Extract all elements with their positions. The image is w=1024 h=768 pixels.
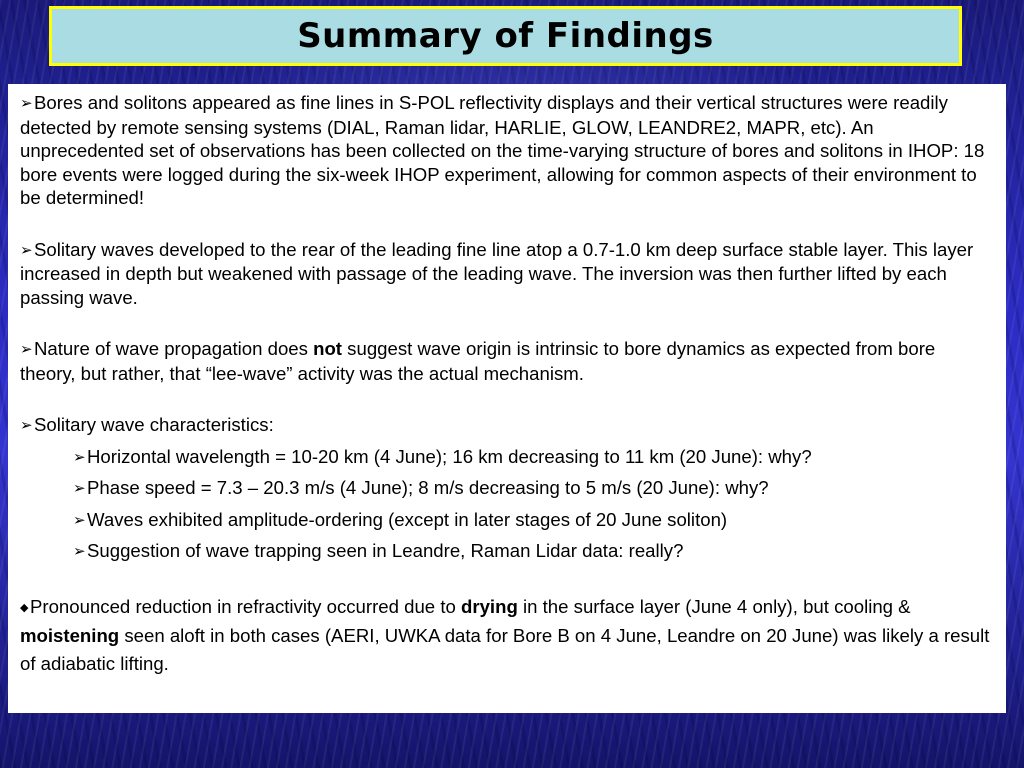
slide-title: Summary of Findings xyxy=(297,16,714,56)
sub-bullet-text-3: Waves exhibited amplitude-ordering (except in later stages of 20 June soliton) xyxy=(87,508,728,530)
sub-bullet-4 xyxy=(73,539,994,564)
title-banner xyxy=(49,6,962,66)
arrow-bullet-icon: ➢ xyxy=(20,341,33,358)
finding-text-5c: seen aloft in both cases (AERI, UWKA data for Bore B on 4 June, Leandre on 20 June) was likely a result of adiabatic lifting. xyxy=(20,625,990,674)
finding-text-3b: suggest wave origin is intrinsic to bore dynamics as expected from bore theory, but rather, that “lee-wave” activity was the actual mechanism. xyxy=(20,338,936,384)
content-panel xyxy=(8,84,1006,713)
finding-paragraph-1 xyxy=(20,91,994,210)
finding-text-4: Solitary wave characteristics: xyxy=(34,414,274,435)
sub-bullet-text-4: Suggestion of wave trapping seen in Leandre, Raman Lidar data: really? xyxy=(87,540,684,561)
arrow-bullet-icon: ➢ xyxy=(73,543,86,560)
sub-bullet-1 xyxy=(73,445,994,470)
finding-paragraph-4 xyxy=(20,413,994,438)
finding-text-2: Solitary waves developed to the rear of the leading fine line atop a 0.7-1.0 km deep surface stable layer. This layer increased in depth but weakened with passage of the leading wave. The inversion was then further lifted by each passing wave. xyxy=(20,238,974,308)
finding-paragraph-2 xyxy=(20,238,994,310)
sub-bullet-3 xyxy=(73,508,994,533)
diamond-bullet-icon: ◆ xyxy=(20,601,29,614)
emphasis-not: not xyxy=(313,338,343,359)
emphasis-moistening: moistening xyxy=(20,625,120,646)
arrow-bullet-icon: ➢ xyxy=(20,241,33,259)
arrow-bullet-icon: ➢ xyxy=(73,480,86,497)
finding-text-5a: Pronounced reduction in refractivity occurred due to xyxy=(30,595,461,617)
sub-bullet-text-1: Horizontal wavelength = 10-20 km (4 June); 16 km decreasing to 11 km (20 June): why? xyxy=(87,445,812,467)
sub-bullet-2 xyxy=(73,476,994,501)
emphasis-drying: drying xyxy=(461,595,518,617)
arrow-bullet-icon: ➢ xyxy=(20,95,33,112)
sub-bullet-text-2: Phase speed = 7.3 – 20.3 m/s (4 June); 8 m/s decreasing to 5 m/s (20 June): why? xyxy=(87,477,769,498)
arrow-bullet-icon: ➢ xyxy=(73,511,86,529)
finding-text-5b: in the surface layer (June 4 only), but cooling & xyxy=(517,595,911,617)
finding-paragraph-5 xyxy=(20,593,994,678)
arrow-bullet-icon: ➢ xyxy=(20,417,33,434)
finding-text-1: Bores and solitons appeared as fine lines in S-POL reflectivity displays and their vertical structures were readily detected by remote sensing systems (DIAL, Raman lidar, HARLIE, GLOW, LEANDRE2, MAPR, etc). An unprecedented set of observations has been collected on the time-varying structure of bores and solitons in IHOP: 18 bore events were logged during the six-week IHOP experiment, allowing for common aspects of their environment to be determined! xyxy=(20,92,985,208)
finding-paragraph-3 xyxy=(20,337,994,385)
arrow-bullet-icon: ➢ xyxy=(73,448,86,466)
finding-text-3a: Nature of wave propagation does xyxy=(34,338,314,359)
